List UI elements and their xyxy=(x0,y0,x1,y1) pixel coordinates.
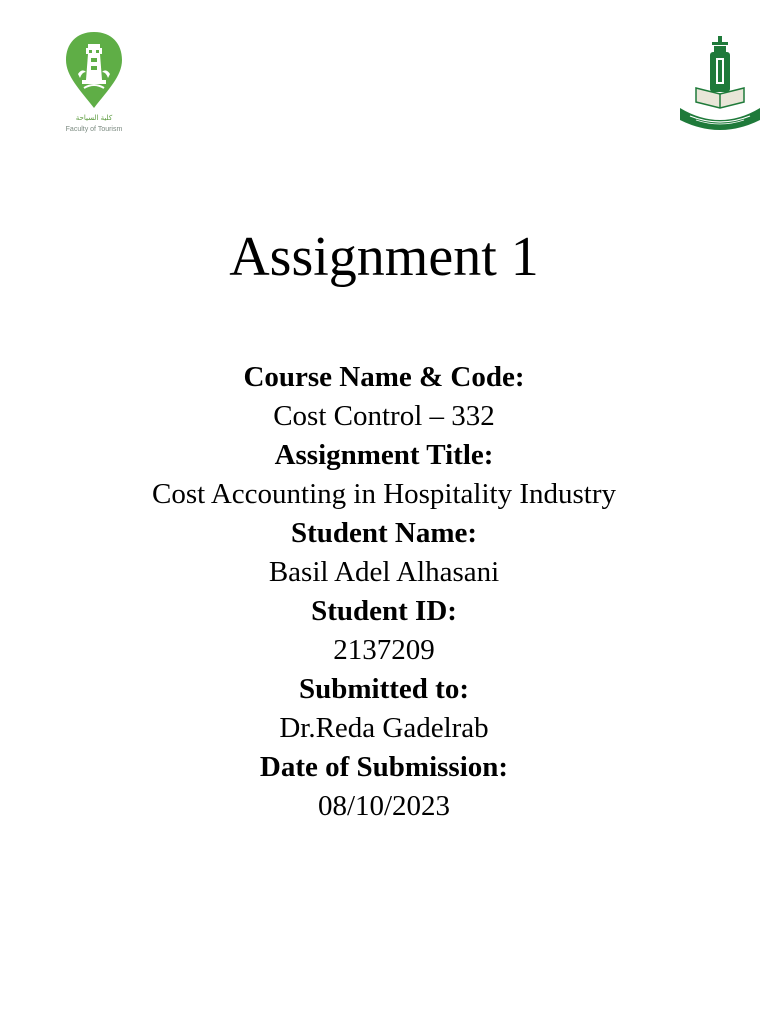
submission-date-value: 08/10/2023 xyxy=(317,790,451,822)
student-id-label: Student ID: xyxy=(311,595,457,627)
course-value: Cost Control – 332 xyxy=(273,400,495,432)
student-name-value: Basil Adel Alhasani xyxy=(268,556,500,588)
student-id-value: 2137209 xyxy=(333,634,435,666)
submitted-to-label: Submitted to: xyxy=(299,673,469,705)
logo-caption-arabic: كلية السياحة xyxy=(75,114,113,122)
lighthouse-icon xyxy=(62,30,126,112)
assignment-info xyxy=(0,358,768,826)
course-label: Course Name & Code: xyxy=(243,361,525,393)
submission-date-label: Date of Submission: xyxy=(259,751,509,783)
university-seal-logo xyxy=(676,36,764,132)
university-seal-icon xyxy=(676,36,764,132)
document-title: Assignment 1 xyxy=(229,226,539,288)
logo-caption-english: Faculty of Tourism xyxy=(65,126,123,133)
faculty-of-tourism-logo xyxy=(62,30,132,140)
submitted-to-value: Dr.Reda Gadelrab xyxy=(279,712,489,744)
student-name-label: Student Name: xyxy=(290,517,478,549)
assignment-title-label: Assignment Title: xyxy=(274,439,494,471)
assignment-title-value: Cost Accounting in Hospitality Industry xyxy=(152,478,616,510)
